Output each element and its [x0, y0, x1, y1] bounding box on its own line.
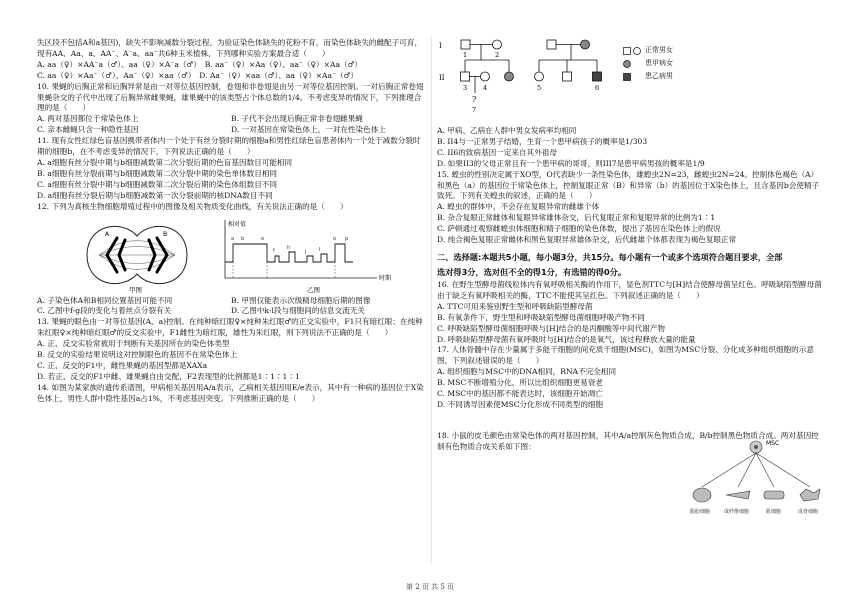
fig-ylabel: 相对值 — [228, 220, 247, 228]
q13-option-c: C. 正、反交的F1中，雌性果蝇的基因型都是XAXa — [37, 360, 208, 370]
pedigree-gen2: II — [439, 74, 445, 82]
q15-option-a: A. 蝗虫的群体中，不会存在复眼异常的雌雄个体 — [437, 202, 600, 212]
q13-option-a: A. 正、反交实验常被用于判断有关基因所在的染色体类型 — [37, 339, 230, 349]
svg-text:j: j — [305, 248, 307, 255]
q10-option-a: A. 两对基因都位于常染色体上 — [37, 114, 139, 124]
svg-text:?: ? — [472, 95, 477, 104]
svg-text:6: 6 — [595, 84, 600, 92]
q9-stem: 失区段不包括A和a基因)，缺失不影响减数分裂过程。为验证染色体缺失的花粉不育，而染色体缺失的雌配子可育，现有AA、Aa、a、AA⁻、A⁻a、aa⁻共6种玉米植株，下列哪种实验方案最合适（ ） — [37, 38, 423, 58]
q12-options-row2 — [37, 306, 425, 317]
q17-option-b: B. MSC不断增殖分化，所以比组织细胞更易衰老 — [437, 378, 603, 388]
q9-option-ab: A. aa（♀）×AA⁻a（♂）、aa（♀）×A⁻a（♂） B. aa⁻（♀）×Aa（♀）、aa⁻（♀）×Aa（♂） — [37, 59, 363, 69]
svg-text:a: a — [231, 235, 235, 242]
q11-option-a: A. a细胞有丝分裂中期与b细胞减数第二次分裂后期的色盲基因数目可能相同 — [37, 157, 293, 167]
q18-stem: 18. 小鼠的皮毛颜色由常染色体的两对基因控制，其中A/a控制灰色物质合成，B/b控制黑色物质合成。两对基因控制有色物质合成关系如下图： — [437, 430, 819, 451]
q11-option-d: D. a细胞有丝分裂后期与b细胞减数第一次分裂前期的核DNA数目不同 — [37, 190, 273, 200]
svg-text:B: B — [163, 230, 168, 238]
q15-option-b: B. 杂合复眼正常雌体和复眼异常雄体杂交，后代复眼正常和复眼异常的比例为1∶1 — [437, 213, 716, 223]
svg-text:p: p — [345, 235, 349, 242]
q17-option-d: D. 不同诱导因素使MSC分化形成不同类型的细胞 — [437, 399, 604, 409]
pedigree-gen1: I — [439, 42, 442, 50]
svg-text:A: A — [105, 230, 110, 238]
svg-text:肌细胞: 肌细胞 — [766, 509, 782, 515]
q16-option-a: A. TTC可用来鉴别野生型和呼吸缺陷型酵母菌 — [437, 301, 593, 311]
svg-text:1: 1 — [463, 51, 468, 59]
q12-option-a: A. 子染色体A和B相同位置基因可能不同 — [37, 295, 173, 305]
svg-text:成纤维细胞: 成纤维细胞 — [724, 509, 750, 515]
q14-stem: 14. 如图为某家族的遗传系谱图，甲病相关基因用A/a表示，乙病相关基因用E/e表示，其中有一种病的基因位于X染色体上，男性人群中隐性基因a占1%，不考虑基因突变。下列推断正确的是（ ） — [37, 382, 424, 403]
q12-option-b: B. 甲图仅能表示次级精母细胞后期的图像 — [231, 295, 371, 305]
q14-option-b: B. II4与一正常男子结婚，生育一个患甲病孩子的概率是1/303 — [437, 136, 648, 146]
fig-time-label: 时期 — [379, 274, 392, 282]
q16-option-c: C. 呼吸缺陷型酵母菌细胞呼吸与[H]结合的是丙酮酸等中间代谢产物 — [437, 323, 665, 333]
pedigree-legend — [623, 44, 673, 83]
q10-option-b: B. 子代不会出现后胸正常非卷翅雌果蝇 — [231, 114, 363, 124]
right-column — [437, 38, 825, 453]
q12-options-row1 — [37, 296, 425, 307]
svg-text:MSC: MSC — [766, 440, 780, 447]
q13-option-b: B. 反交的实验结果说明这对控制眼色的基因不在常染色体上 — [37, 350, 238, 360]
q17-options — [437, 367, 685, 411]
section-2-title-cont: 选对得3分，选对但不全的得1分，有选错的得0分。 — [437, 266, 627, 277]
svg-text:l: l — [319, 246, 321, 253]
svg-text:b: b — [241, 235, 245, 242]
q10-option-c: C. 亲本雌蝇只含一种隐性基因 — [37, 125, 139, 135]
column-divider — [431, 36, 432, 564]
svg-text:2: 2 — [495, 51, 500, 59]
q11-option-b: B. a细胞有丝分裂前期与b细胞减数第二次分裂中期的染色单体数目相同 — [37, 168, 278, 178]
svg-text:脂肪细胞: 脂肪细胞 — [690, 509, 711, 515]
svg-text:5: 5 — [537, 84, 542, 92]
q17-option-a: A. 组织细胞与MSC中的DNA相同，RNA不完全相同 — [437, 367, 617, 377]
q15-stem: 15. 蝗虫的性别决定属于XO型，O代表缺少一条性染色体，雄蝗虫2N=23，雌蝗虫2N=24。控制体色褐色（A）和黑色（a）的基因位于常染色体上，控制复眼正常（B）和异常（b）的基因位于X染色体上，且含基因b会使精子致死。下列有关蝗虫的叙述，正确的是（ ） — [437, 169, 820, 201]
svg-text:f: f — [273, 247, 275, 254]
legend-jia: 患甲病女 — [623, 57, 673, 70]
q10-options-row1 — [37, 114, 425, 125]
q17-option-c: C. MSC中的基因都不能表达时，该细胞开始凋亡 — [437, 389, 603, 399]
q16-stem: 16. 在野生型酵母菌线粒体内有氧呼吸相关酶的作用下，显色剂TTC与[H]结合使酵母菌呈红色。呼吸缺陷型酵母菌由于缺乏有氧呼吸相关的酶，TTC不能使其呈红色。下列叙述正确的是（ ） — [437, 279, 822, 300]
q13-option-d: D. 若正、反交的F1中雌、雄果蝇自由交配，F2表现型的比例都是1∶1∶1∶1 — [37, 371, 300, 381]
svg-text:h: h — [287, 244, 291, 251]
svg-text:7: 7 — [472, 106, 477, 114]
q9-option-cd: C. aa（♀）×Aa⁻（♂）、Aa⁻（♀）×aa（♂） D. Aa⁻（♀）×aa（♂）、aa（♀）×Aa⁻（♂） — [37, 70, 359, 80]
q11-stem: 11. 现有女性红绿色盲基因携带者体内一个处于有丝分裂时期的细胞a和男性红绿色盲患者体内一个处于减数分裂时期的细胞b，在不考虑变异的情况下，下列说法正确的是（ ） — [37, 136, 421, 157]
q12-option-c: C. 乙图中f-g段的变化与着丝点分裂有关 — [37, 306, 172, 316]
q16-option-d: D. 呼吸缺陷型酵母菌有氧呼吸时与[H]结合的是氧气，该过程释放大量的能量 — [437, 334, 696, 344]
svg-text:成骨细胞: 成骨细胞 — [798, 509, 819, 515]
q14-option-d: D. 如果II3的父母正常且有一个患甲病的哥哥，则III7是患甲病男孩的概率是1/9 — [437, 158, 705, 168]
left-column — [37, 38, 425, 405]
q15-option-d: D. 纯合褐色复眼正常雌体和黑色复眼异常雄体杂交，后代雌雄个体都表现为褐色复眼正常 — [437, 235, 737, 245]
q10-options-row2 — [37, 125, 425, 136]
section-2-title: 二、选择题:本题共5小题，每小题3分，共15分。每小题有一个或多个选项符合题目要求，全部 — [437, 251, 783, 262]
cell-division-diagram — [77, 216, 197, 294]
q11-option-c: C. a细胞有丝分裂中期与b细胞减数第二次分裂后期的染色体组数目不同 — [37, 179, 277, 189]
legend-yi: 患乙病男 — [623, 70, 673, 83]
svg-text:o: o — [333, 235, 337, 242]
svg-text:3: 3 — [463, 84, 468, 92]
q14-option-c: C. II6的致病基因一定来自其外祖母 — [437, 147, 557, 157]
q12-option-d: D. 乙图中k-l段与细胞间的信息交流无关 — [231, 306, 366, 316]
q17-stem: 17. 人体骨髓中存在少量属于多能干细胞的间充质干细胞(MSC)，如图为MSC分裂、分化成多种组织细胞的示意图，下列叙述错误的是（ ） — [437, 345, 814, 366]
q14-option-a: A. 甲病、乙病在人群中男女发病率均相同 — [437, 126, 577, 135]
q12-figure — [77, 216, 407, 294]
fig-yi-label: 乙图 — [307, 285, 320, 294]
q10-stem: 10. 果蝇的后胸正常和后胸异常是由一对等位基因控制，卷翅和非卷翅是由另一对等位基因控制。一对后胸正常卷翅果蝇杂交的子代中出现了后胸异常雌果蝇，雄果蝇中的该类型占个体总数的1/4。不考虑变异的情况下，下列推理合理的是（ ） — [37, 81, 424, 113]
relative-value-curve — [217, 216, 407, 294]
svg-text:4: 4 — [483, 84, 488, 92]
pedigree-diagram — [437, 38, 617, 124]
msc-differentiation-diagram — [686, 435, 826, 521]
page-footer: 第 2 页 共 5 页 — [405, 583, 455, 591]
q15-option-c: C. 萨顿通过观察雌蝗虫体细胞和精子细胞的染色体数，提出了基因在染色体上的假说 — [437, 224, 721, 234]
pedigree-chart — [437, 38, 825, 124]
svg-text:e: e — [261, 235, 265, 242]
fig-jia-label: 甲图 — [129, 285, 142, 294]
q16-option-b: B. 有氧条件下，野生型和呼吸缺陷型酵母菌细胞呼吸产物不同 — [437, 312, 645, 322]
legend-normal: 正常男女 — [623, 44, 673, 57]
q13-stem: 13. 果蝇的眼色由一对等位基因(A、a)控制。在纯种暗红眼♀×纯种朱红眼♂的正交实验中，F1只有暗红眼；在纯种朱红眼♀×纯种暗红眼♂的反交实验中，F1雌性为暗红眼，雄性为朱红眼，则下列说法不正确的是（ ） — [37, 317, 423, 338]
q12-stem: 12. 下列为真核生物细胞增殖过程中的图像及相关物质变化曲线，有关说法正确的是（ ） — [37, 201, 348, 211]
q10-option-d: D. 一对基因在常染色体上，一对在性染色体上 — [231, 125, 386, 135]
